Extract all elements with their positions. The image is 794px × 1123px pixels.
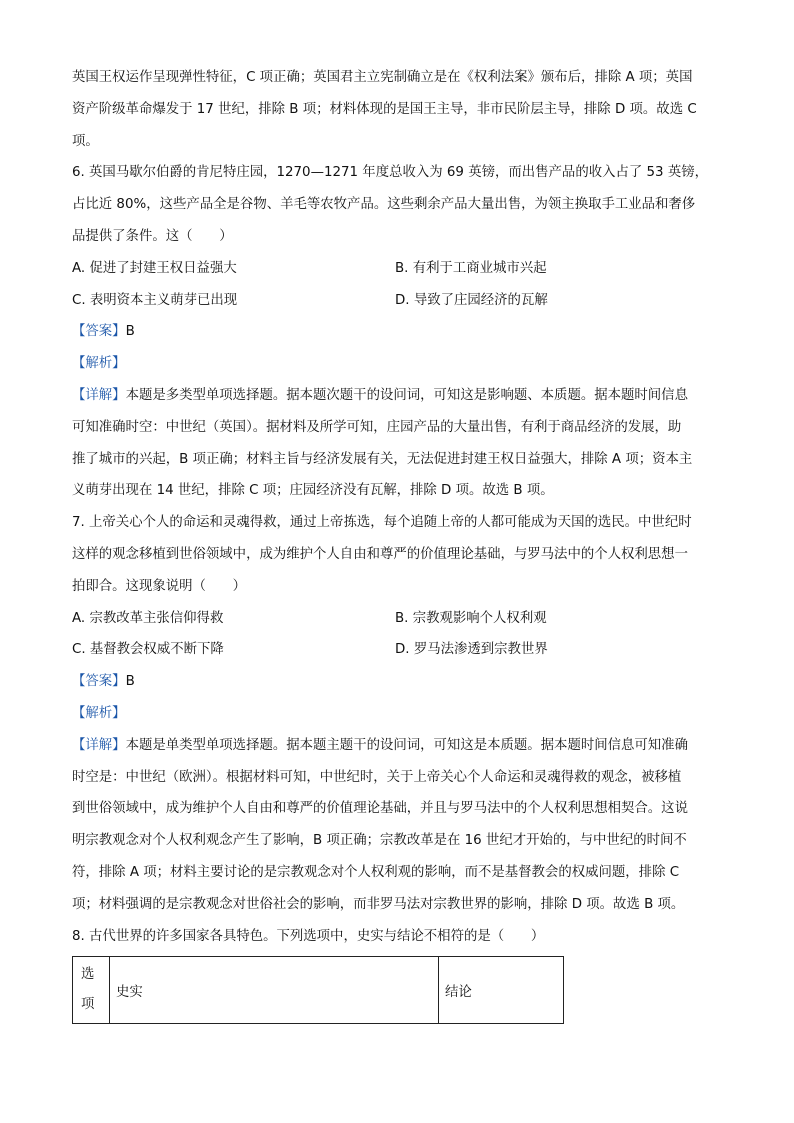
col-option-header — [73, 957, 110, 1024]
q7-detail-line — [72, 730, 722, 762]
detail-tag: 【详解】 — [72, 387, 126, 403]
detail-tag: 【详解】 — [72, 737, 126, 753]
q7-detail-line: 到世俗领域中，成为维护个人自由和尊严的价值理论基础，并且与罗马法中的个人权利思想相契合。这说 — [72, 801, 688, 817]
q7-detail-line: 项；材料强调的是宗教观念对世俗社会的影响，而非罗马法对宗教世界的影响，排除 D 项。故选 B 项。 — [72, 896, 685, 912]
prev-answer-line: 英国王权运作呈现弹性特征，C 项正确；英国君主立宪制确立是在《权利法案》颁布后，排除 A 项；英国 — [72, 70, 693, 85]
q7-stem-line: 这样的观念移植到世俗领域中，成为维护个人自由和尊严的价值理论基础，与罗马法中的个人权利思想一 — [72, 546, 688, 562]
q6-options-row-2 — [72, 285, 722, 317]
q7-answer — [72, 666, 722, 698]
q8-table — [72, 956, 564, 1024]
detail-text: 本题是单类型单项选择题。据本题主题干的设问词，可知这是本质题。据本题时间信息可知准确 — [125, 737, 688, 753]
q7-stem-line: 7. 上帝关心个人的命运和灵魂得救，通过上帝拣选，每个追随上帝的人都可能成为天国的选民。中世纪时 — [72, 515, 692, 531]
col-option-header-line: 选 — [81, 967, 95, 983]
analysis-tag: 【解析】 — [72, 356, 126, 372]
q6-stem-line: 6. 英国马歇尔伯爵的肯尼特庄园，1270—1271 年度总收入为 69 英镑，而出售产品的收入占了 53 英镑， — [72, 165, 708, 181]
document-page — [72, 62, 722, 1024]
q6-detail-line: 可知准确时空：中世纪（英国）。据材料及所学可知，庄园产品的大量出售，有利于商品经济的发展，助 — [72, 419, 682, 435]
q7-option-b: B. 宗教观影响个人权利观 — [395, 610, 547, 626]
detail-text: 本题是多类型单项选择题。据本题次题干的设问词，可知这是影响题、本质题。据本题时间信息 — [125, 387, 688, 403]
q6-option-c: C. 表明资本主义萌芽已出现 — [72, 292, 238, 308]
q6-option-a: A. 促进了封建王权日益强大 — [72, 260, 237, 276]
q7-detail-line: 时空是：中世纪（欧洲）。根据材料可知，中世纪时，关于上帝关心个人命运和灵魂得救的观念，被移植 — [72, 769, 682, 785]
q6-stem-line: 占比近 80%，这些产品全是谷物、羊毛等农牧产品。这些剩余产品大量出售，为领主换取手工业品和奢侈 — [72, 197, 696, 213]
prev-answer-line: 资产阶级革命爆发于 17 世纪，排除 B 项；材料体现的是国王主导，非市民阶层主导，排除 D 项。故选 C — [72, 101, 697, 117]
q6-options-row-1 — [72, 253, 722, 285]
q7-stem-line: 拍即合。这现象说明（ ） — [72, 578, 247, 594]
q7-options-row-1 — [72, 603, 722, 635]
q7-detail-line: 明宗教观念对个人权利观念产生了影响，B 项正确；宗教改革是在 16 世纪才开始的，与中世纪的时间不 — [72, 833, 687, 849]
col-option-header-line: 项 — [81, 997, 95, 1013]
q7-options-row-2 — [72, 634, 722, 666]
table-header-row — [73, 957, 564, 1024]
answer-value: B — [125, 324, 135, 340]
q7-analysis-heading — [72, 698, 722, 730]
q6-stem-line: 品提供了条件。这（ ） — [72, 228, 233, 244]
q8-stem: 8. 古代世界的许多国家各具特色。下列选项中，史实与结论不相符的是（ ） — [72, 928, 545, 944]
q6-option-b: B. 有利于工商业城市兴起 — [395, 260, 547, 276]
col-conclusion-header: 结论 — [439, 957, 564, 1024]
q6-analysis-heading — [72, 348, 722, 380]
analysis-tag: 【解析】 — [72, 705, 126, 721]
prev-answer-line: 项。 — [72, 133, 99, 149]
q6-detail-line: 推了城市的兴起，B 项正确；材料主旨与经济发展有关，无法促进封建王权日益强大，排除 A 项；资本主 — [72, 451, 693, 467]
q6-answer — [72, 316, 722, 348]
q6-detail-line — [72, 380, 722, 412]
q6-detail-line: 义萌芽出现在 14 世纪，排除 C 项；庄园经济没有瓦解，排除 D 项。故选 B 项。 — [72, 483, 554, 499]
answer-tag: 【答案】 — [72, 674, 126, 690]
answer-tag: 【答案】 — [72, 324, 126, 340]
q7-option-d: D. 罗马法渗透到宗教世界 — [395, 642, 548, 658]
q7-option-c: C. 基督教会权威不断下降 — [72, 642, 224, 658]
answer-value: B — [125, 674, 135, 690]
q7-detail-line: 符，排除 A 项；材料主要讨论的是宗教观念对个人权利观的影响，而不是基督教会的权威问题，排除 C — [72, 864, 680, 880]
q7-option-a: A. 宗教改革主张信仰得救 — [72, 610, 224, 626]
q6-option-d: D. 导致了庄园经济的瓦解 — [395, 292, 548, 308]
col-fact-header: 史实 — [110, 957, 439, 1024]
